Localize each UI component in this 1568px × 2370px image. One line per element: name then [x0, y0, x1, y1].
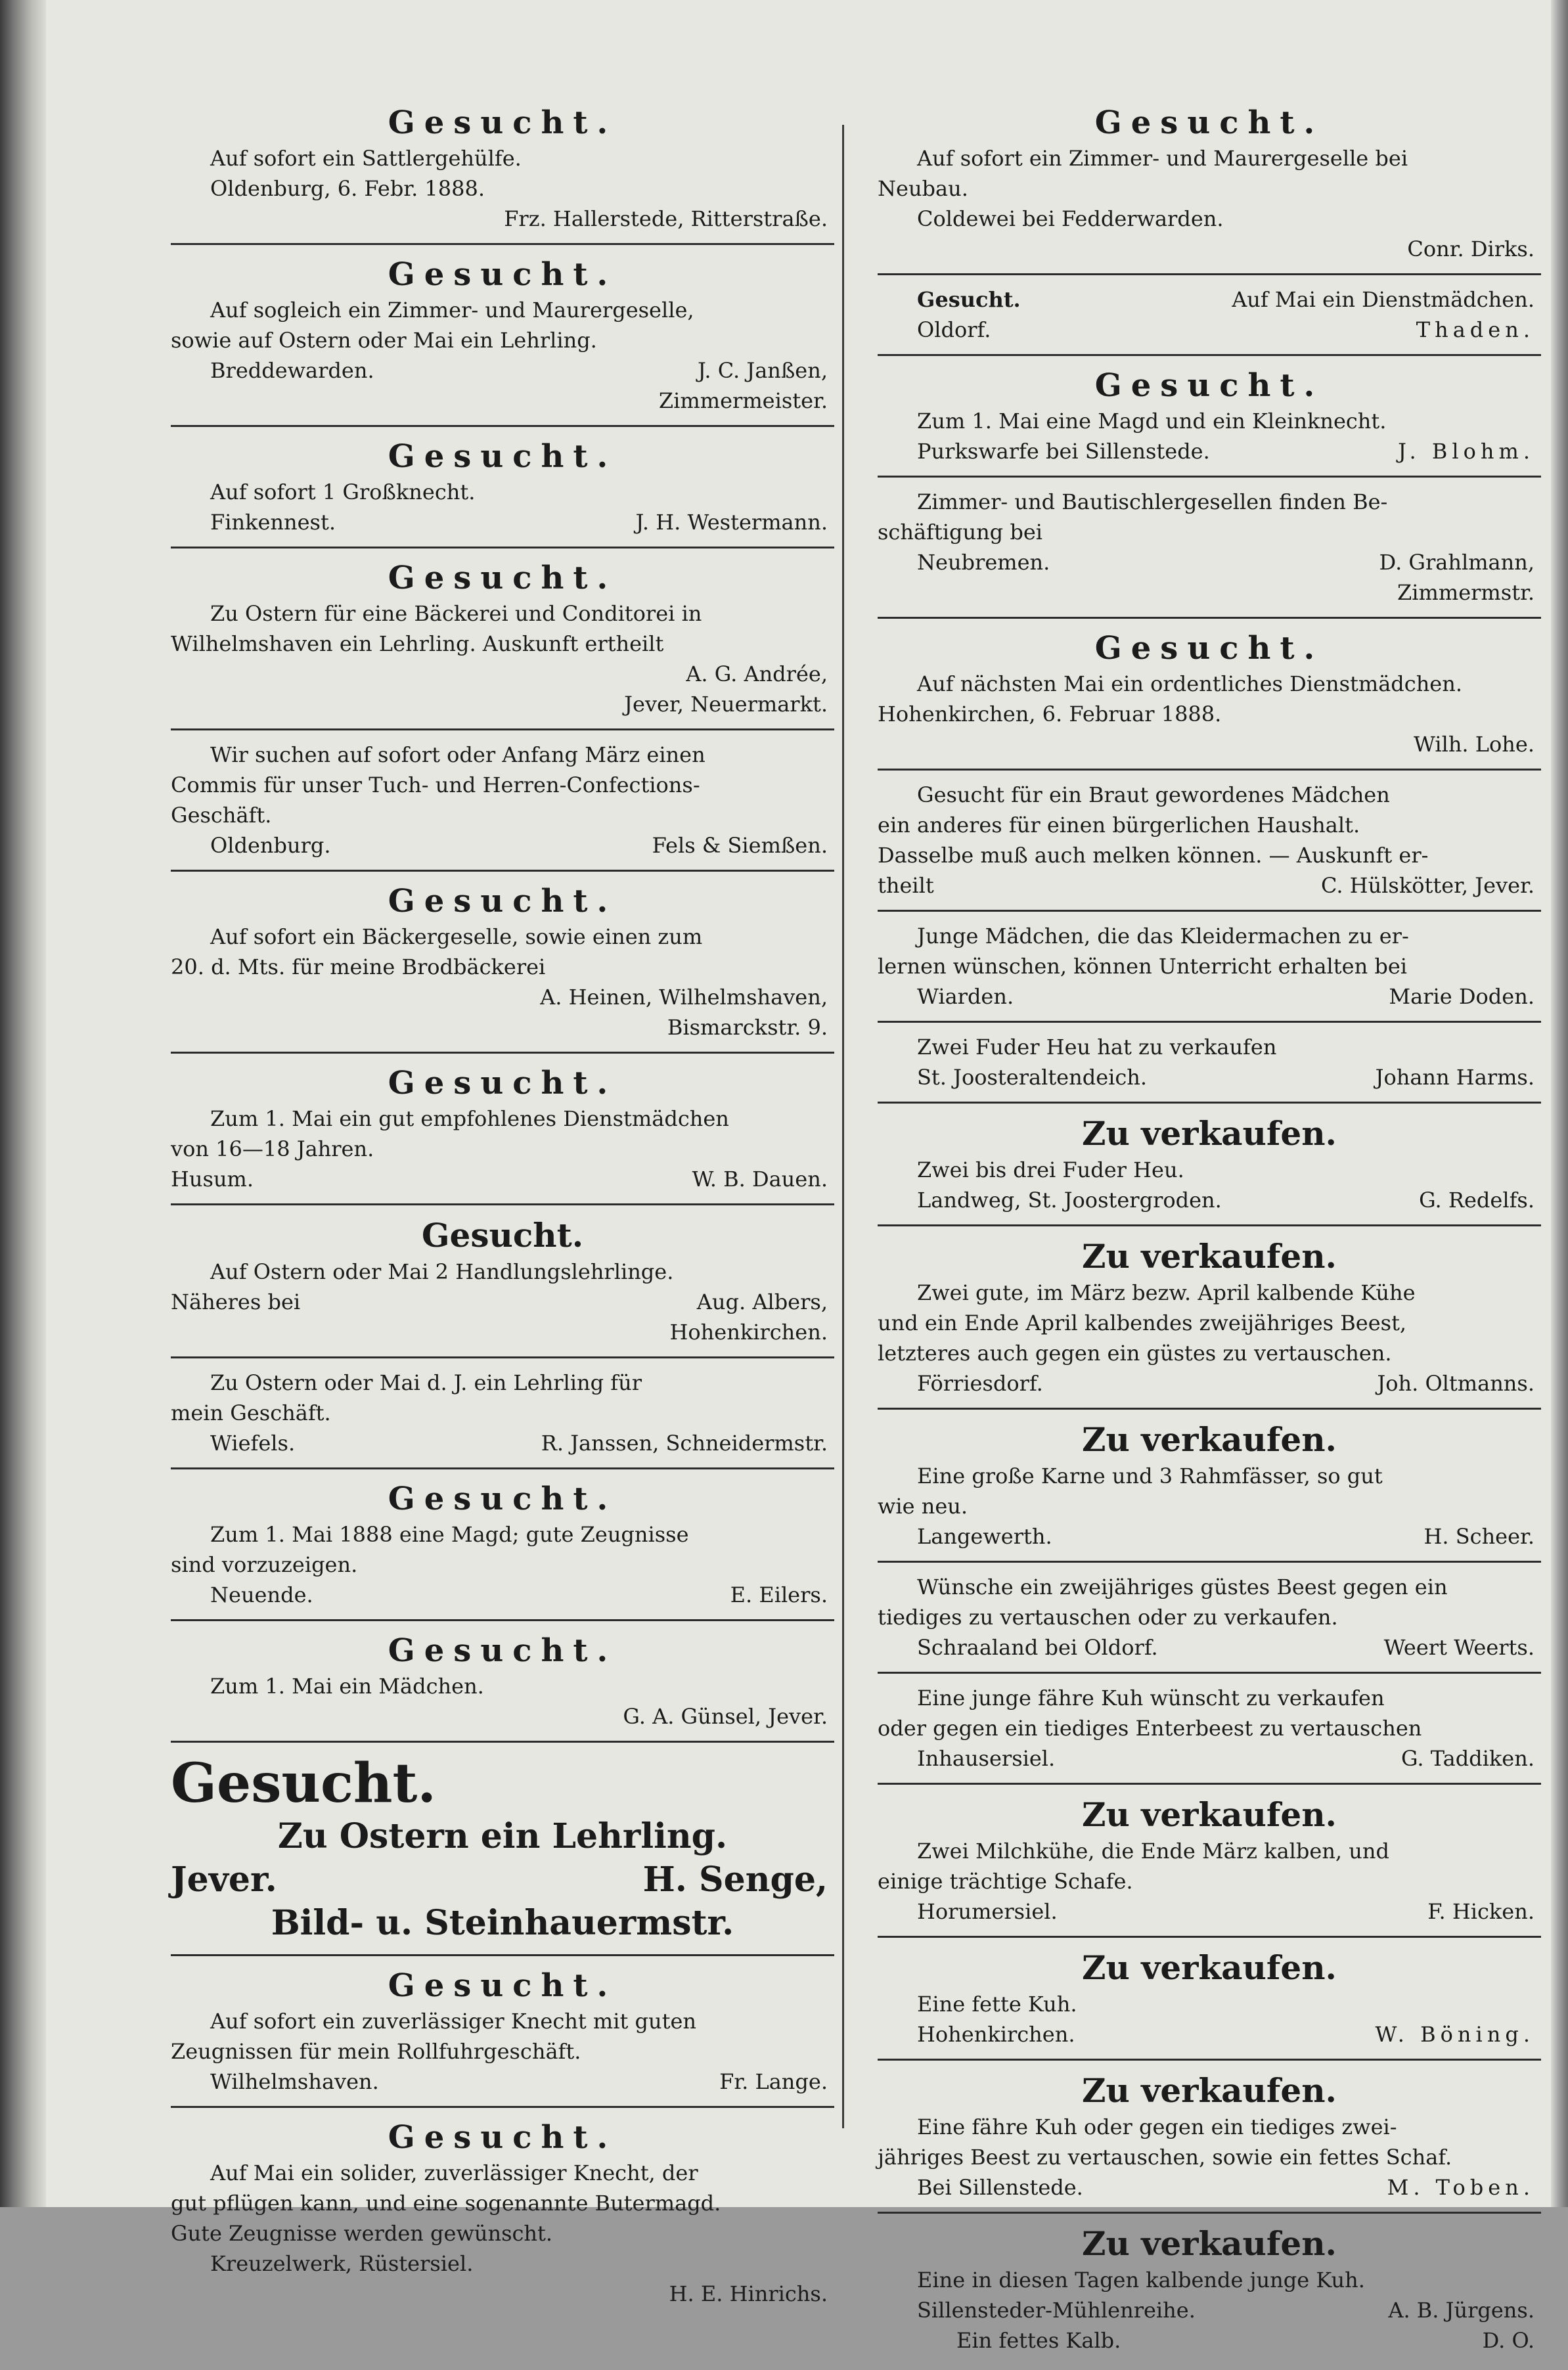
ad-signature: G. Redelfs.	[1419, 1188, 1534, 1213]
ad-4	[171, 554, 834, 730]
ad-signature-line2: Bismarckstr. 9.	[667, 1015, 828, 1040]
ad-heading: Gesucht.	[1094, 104, 1324, 141]
ad-signature: A. G. Andrée,	[686, 661, 828, 686]
ad-text: Zum 1. Mai ein gut empfohlenes Dienstmädchen	[210, 1106, 729, 1131]
ad-r17	[878, 2219, 1541, 2365]
ad-text: Gute Zeugnisse werden gewünscht.	[171, 2221, 553, 2246]
ad-text: Zum 1. Mai ein Mädchen.	[210, 1674, 484, 1699]
ad-text: sind vorzuzeigen.	[171, 1552, 358, 1577]
ad-place: Kreuzelwerk, Rüstersiel.	[210, 2251, 474, 2276]
ad-heading: Gesucht.	[1094, 367, 1324, 404]
ad-heading: Zu verkaufen.	[1082, 1420, 1337, 1459]
ad-heading: Gesucht.	[388, 1481, 617, 1517]
ad-heading: Zu verkaufen.	[1082, 1237, 1337, 1276]
ad-6	[171, 877, 834, 1054]
ad-signature: J. C. Janßen,	[698, 358, 828, 383]
column-divider	[842, 125, 844, 2128]
ad-signature: Conr. Dirks.	[1407, 236, 1534, 261]
ad-signature: G. Taddiken.	[1400, 1746, 1534, 1771]
ad-text: gut pflügen kann, und eine sogenannte Butermagd.	[171, 2191, 721, 2216]
ad-text: Auf Mai ein solider, zuverlässiger Knecht, der	[210, 2160, 698, 2185]
ad-heading: Zu verkaufen.	[1082, 2224, 1337, 2263]
ad-text: wie neu.	[878, 1494, 968, 1519]
ad-r16	[878, 2066, 1541, 2214]
ad-place: Neubremen.	[917, 550, 1050, 575]
ad-heading: Gesucht.	[1094, 630, 1324, 667]
ad-10	[171, 1475, 834, 1621]
ad-heading: Gesucht.	[388, 438, 617, 475]
ad-text: lernen wünschen, können Unterricht erhalten bei	[878, 954, 1407, 979]
ad-signature: Fr. Lange.	[719, 2069, 828, 2094]
ad-signature-line2: Zimmermstr.	[1397, 580, 1534, 605]
ad-signature: R. Janssen, Schneidermstr.	[541, 1431, 828, 1456]
ad-text: Auf Ostern oder Mai 2 Handlungslehrlinge.	[210, 1259, 674, 1284]
ad-11	[171, 1626, 834, 1743]
ad-signature: H. E. Hinrichs.	[669, 2281, 828, 2306]
ad-r7	[878, 917, 1541, 1023]
ad-text: Neubau.	[878, 176, 968, 201]
ad-place: Coldewei bei Fedderwarden.	[917, 206, 1224, 231]
ad-text: Zwei Fuder Heu hat zu verkaufen	[917, 1035, 1277, 1060]
ad-text: Hohenkirchen, 6. Februar 1888.	[878, 702, 1222, 727]
ad-place: Oldenburg.	[210, 833, 331, 858]
ad-text: Dasselbe muß auch melken können. — Auskunft er-	[878, 843, 1429, 868]
ad-signature: J. Blohm.	[1398, 439, 1534, 464]
ad-signature: Johann Harms.	[1375, 1065, 1534, 1090]
ad-signature: E. Eilers.	[730, 1582, 828, 1607]
ad-text: Eine junge fähre Kuh wünscht zu verkaufen	[917, 1686, 1385, 1710]
ad-text: Auf nächsten Mai ein ordentliches Dienstmädchen.	[917, 671, 1463, 696]
ad-place: theilt	[878, 873, 934, 898]
ad-place: Horumersiel.	[917, 1899, 1058, 1924]
ad-text: Auf Mai ein Dienstmädchen.	[1232, 287, 1534, 312]
ad-text: letzteres auch gegen ein güstes zu vertauschen.	[878, 1341, 1392, 1366]
ad-place: Hohenkirchen.	[917, 2022, 1075, 2047]
ad-r14	[878, 1790, 1541, 1938]
ad-7	[171, 1059, 834, 1205]
ad-place: Schraaland bei Oldorf.	[917, 1635, 1158, 1660]
right-column	[878, 99, 1541, 2370]
ad-text: Auf sofort 1 Großknecht.	[210, 480, 476, 504]
ad-signature-line2: Jever, Neuermarkt.	[624, 692, 828, 717]
ad-8	[171, 1211, 834, 1358]
ad-heading: Gesucht.	[388, 1065, 617, 1102]
ad-signature: A. Heinen, Wilhelmshaven,	[540, 985, 828, 1010]
ad-place: Wiarden.	[917, 984, 1014, 1009]
ad-text: Auf sofort ein zuverlässiger Knecht mit guten	[210, 2009, 696, 2034]
ad-9	[171, 1364, 834, 1469]
ad-text: mein Geschäft.	[171, 1400, 331, 1425]
ad-heading: Zu verkaufen.	[1082, 2071, 1337, 2110]
ad-signature: Marie Doden.	[1389, 984, 1534, 1009]
ad-text: von 16—18 Jahren.	[171, 1136, 374, 1161]
ad-1	[171, 99, 834, 245]
ad-text: Eine fähre Kuh oder gegen ein tiediges zwei-	[917, 2114, 1397, 2139]
ad-heading: Gesucht.	[388, 560, 617, 596]
ad-text: Geschäft.	[171, 803, 272, 828]
ad-text: Zum 1. Mai 1888 eine Magd; gute Zeugnisse	[210, 1522, 689, 1547]
ad-signature: Frz. Hallerstede, Ritterstraße.	[504, 206, 828, 231]
ad-signature: H. Scheer.	[1423, 1524, 1534, 1549]
ad-place: Langewerth.	[917, 1524, 1052, 1549]
ad-heading: Zu verkaufen.	[1082, 1795, 1337, 1834]
ad-r6	[878, 776, 1541, 912]
ad-text: Auf sofort ein Bäckergeselle, sowie einen zum	[210, 924, 703, 949]
ad-r12	[878, 1568, 1541, 1674]
ad-heading: Zu verkaufen.	[1082, 1948, 1337, 1987]
ad-signature-line2: Hohenkirchen.	[669, 1320, 828, 1345]
ad-heading: Gesucht.	[388, 883, 617, 920]
ad-place: Sillensteder-Mühlenreihe.	[917, 2298, 1196, 2323]
page-binding	[0, 0, 46, 2207]
ad-place: Inhausersiel.	[917, 1746, 1056, 1771]
ad-r10	[878, 1232, 1541, 1410]
ad-text: Gesucht für ein Braut gewordenes Mädchen	[917, 782, 1390, 807]
ad-signature: D. O.	[1482, 2328, 1534, 2353]
ad-r15	[878, 1943, 1541, 2061]
ad-r8	[878, 1028, 1541, 1104]
ad-place: Jever.	[171, 1860, 277, 1900]
ad-text: einige trächtige Schafe.	[878, 1869, 1133, 1894]
ad-text: schäftigung bei	[878, 520, 1042, 545]
ad-signature: Joh. Oltmanns.	[1377, 1371, 1534, 1396]
ad-text: Auf sofort ein Sattlergehülfe.	[210, 146, 522, 171]
ad-r3	[878, 361, 1541, 478]
ad-place: Förriesdorf.	[917, 1371, 1043, 1396]
ad-heading: Gesucht.	[421, 1216, 584, 1255]
ad-heading: Gesucht.	[388, 1967, 617, 2004]
ad-text: Oldenburg, 6. Febr. 1888.	[210, 176, 485, 201]
ad-text: Zu Ostern ein Lehrling.	[277, 1816, 728, 1856]
ad-text: Eine fette Kuh.	[917, 1992, 1077, 2017]
ad-signature: Fels & Siemßen.	[652, 833, 828, 858]
ad-signature: H. Senge,	[642, 1860, 828, 1900]
ad-signature: J. H. Westermann.	[635, 510, 828, 535]
ad-place: Husum.	[171, 1167, 254, 1192]
ad-text: Zum 1. Mai eine Magd und ein Kleinknecht.	[917, 409, 1387, 434]
ad-signature: G. A. Günsel, Jever.	[623, 1704, 828, 1729]
ad-text: Zu Ostern oder Mai d. J. ein Lehrling für	[210, 1370, 642, 1395]
ad-text: Wünsche ein zweijähriges güstes Beest gegen ein	[917, 1575, 1448, 1599]
ad-signature-line2: Bild- u. Steinhauermstr.	[271, 1903, 734, 1943]
ad-signature: Thaden.	[1416, 317, 1534, 342]
ad-signature: A. B. Jürgens.	[1388, 2298, 1534, 2323]
ad-text: Zu Ostern für eine Bäckerei und Conditorei in	[210, 601, 702, 626]
ad-text: Eine große Karne und 3 Rahmfässer, so gut	[917, 1464, 1383, 1488]
ad-text: Commis für unser Tuch- und Herren-Confections-	[171, 772, 700, 797]
ad-text: Auf sofort ein Zimmer- und Maurergeselle bei	[917, 146, 1408, 171]
ad-place: Breddewarden.	[210, 358, 374, 383]
ad-signature: Aug. Albers,	[696, 1289, 828, 1314]
ad-text: Zimmer- und Bautischlergesellen finden Be-	[917, 489, 1388, 514]
page-edge	[1551, 0, 1568, 2207]
ad-heading: Gesucht.	[388, 256, 617, 293]
ad-text: oder gegen ein tiediges Enterbeest zu vertauschen	[878, 1716, 1422, 1741]
ad-5	[171, 736, 834, 872]
ad-text: Zwei bis drei Fuder Heu.	[917, 1157, 1184, 1182]
ad-text: Auf sogleich ein Zimmer- und Maurergeselle,	[210, 298, 694, 323]
ad-r11	[878, 1415, 1541, 1563]
ad-text: Ein fettes Kalb.	[956, 2328, 1121, 2353]
ad-heading: Gesucht.	[388, 1632, 617, 1669]
ad-r9	[878, 1109, 1541, 1226]
ad-place: Finkennest.	[210, 510, 336, 535]
ad-place: Oldorf.	[917, 317, 991, 342]
ad-13	[171, 1961, 834, 2108]
ad-12	[171, 1748, 834, 1956]
left-column	[171, 99, 834, 2323]
ad-r2	[878, 280, 1541, 356]
ad-text: sowie auf Ostern oder Mai ein Lehrling.	[171, 328, 597, 353]
ad-14	[171, 2113, 834, 2318]
ad-heading: Gesucht.	[171, 1752, 436, 1815]
ad-2	[171, 250, 834, 427]
ad-place: Landweg, St. Joostergroden.	[917, 1188, 1222, 1213]
ad-place: Wiefels.	[210, 1431, 296, 1456]
ad-text: ein anderes für einen bürgerlichen Haushalt.	[878, 813, 1360, 838]
ad-place: Wilhelmshaven.	[210, 2069, 379, 2094]
ad-heading: Gesucht.	[388, 2119, 617, 2156]
ad-text: und ein Ende April kalbendes zweijähriges Beest,	[878, 1310, 1407, 1335]
ad-text: 20. d. Mts. für meine Brodbäckerei	[171, 954, 546, 979]
ad-heading: Gesucht.	[388, 104, 617, 141]
ad-signature-line2: Zimmermeister.	[658, 388, 828, 413]
ad-text: Eine in diesen Tagen kalbende junge Kuh.	[917, 2268, 1365, 2292]
ad-3	[171, 432, 834, 548]
ad-signature: W. Böning.	[1375, 2022, 1534, 2047]
ad-text: Wir suchen auf sofort oder Anfang März einen	[210, 742, 706, 767]
ad-signature: M. Toben.	[1387, 2175, 1534, 2200]
ad-text: jähriges Beest zu vertauschen, sowie ein fettes Schaf.	[878, 2145, 1452, 2170]
ad-text: tiediges zu vertauschen oder zu verkaufen.	[878, 1605, 1338, 1630]
ad-r1	[878, 99, 1541, 275]
ad-r13	[878, 1679, 1541, 1785]
ad-text: Zwei gute, im März bezw. April kalbende Kühe	[917, 1280, 1416, 1305]
ad-place: St. Joosteraltendeich.	[917, 1065, 1148, 1090]
ad-heading: Gesucht.	[917, 287, 1021, 312]
ad-place: Purkswarfe bei Sillenstede.	[917, 439, 1210, 464]
ad-r4	[878, 483, 1541, 619]
ad-text: Junge Mädchen, die das Kleidermachen zu er-	[917, 924, 1409, 949]
ad-signature: F. Hicken.	[1427, 1899, 1534, 1924]
ad-place: Näheres bei	[171, 1289, 301, 1314]
ad-signature: W. B. Dauen.	[692, 1167, 828, 1192]
ad-signature: Wilh. Lohe.	[1414, 732, 1534, 757]
ad-text: Wilhelmshaven ein Lehrling. Auskunft ertheilt	[171, 631, 664, 656]
ad-place: Neuende.	[210, 1582, 313, 1607]
ad-signature: Weert Weerts.	[1383, 1635, 1534, 1660]
ad-text: Zwei Milchkühe, die Ende März kalben, und	[917, 1839, 1389, 1864]
ad-signature: C. Hülskötter, Jever.	[1320, 873, 1534, 898]
ad-place: Bei Sillenstede.	[917, 2175, 1083, 2200]
ad-text: Zeugnissen für mein Rollfuhrgeschäft.	[171, 2039, 581, 2064]
ad-r5	[878, 624, 1541, 771]
ad-signature: D. Grahlmann,	[1379, 550, 1534, 575]
ad-heading: Zu verkaufen.	[1082, 1114, 1337, 1153]
